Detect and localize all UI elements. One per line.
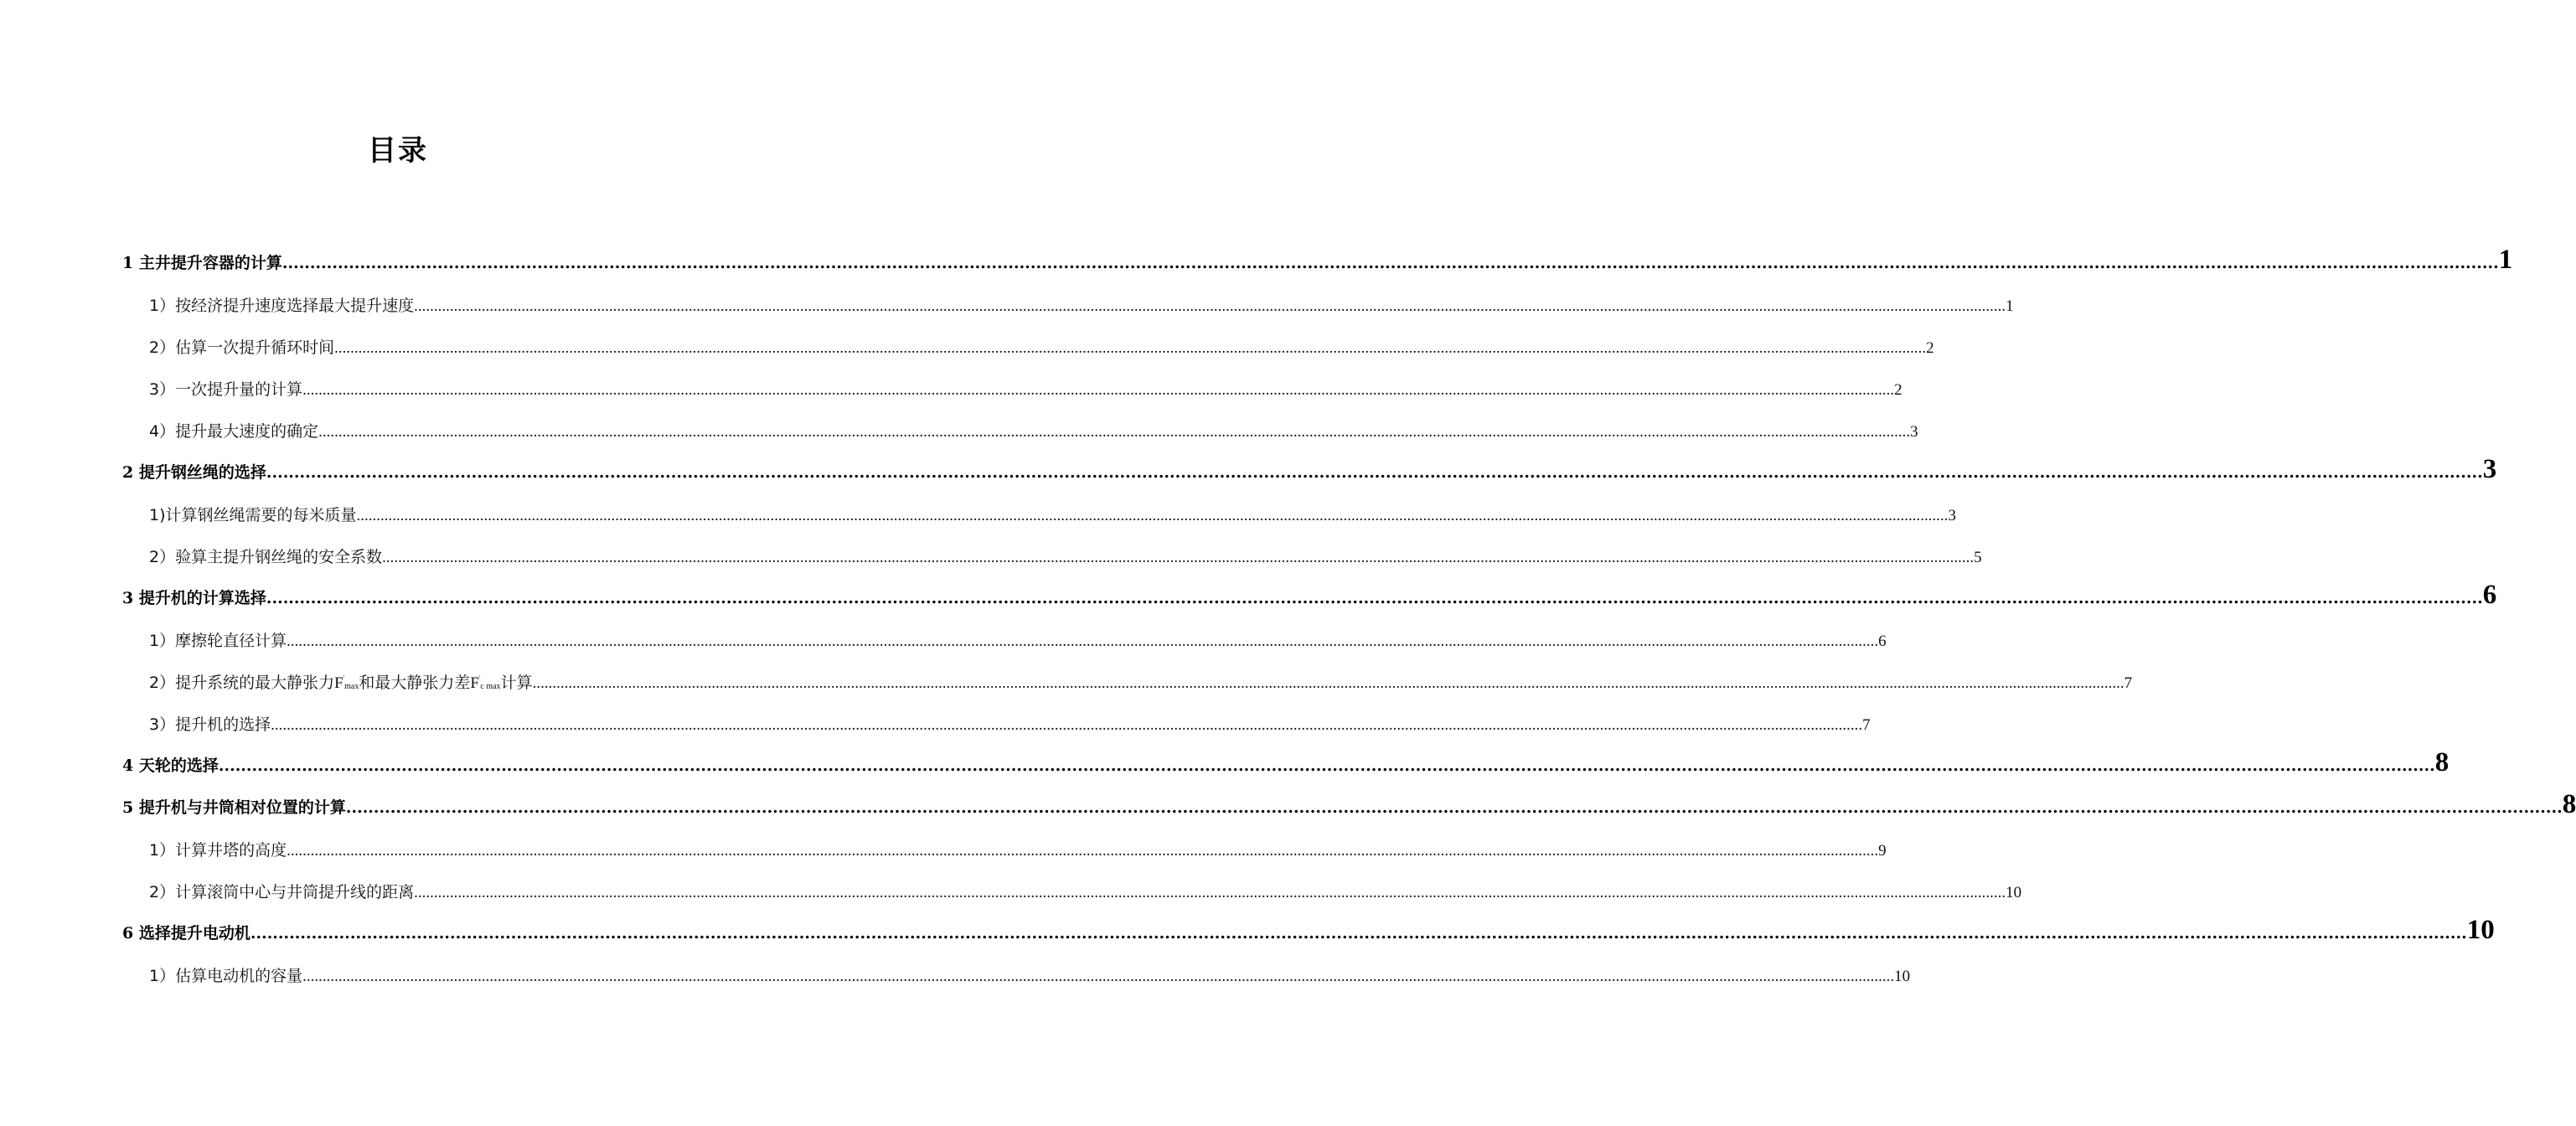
table-of-contents [122,241,2576,995]
dot-leader: ................................................................................................................................................................................................................................................................................................................................................................................................................ [302,381,1895,399]
dot-leader: ................................................................................................................................................................................................................................................................................................................................................................................................................ [318,423,1911,441]
toc-section-entry[interactable] [122,367,1902,409]
toc-page-number: 8 [2434,747,2450,777]
dot-leader: ................................................................................................................................................................................................................................................................................................................................................................................................................ [287,842,1879,860]
toc-page-number: 6 [2482,580,2497,610]
toc-entry-label: 1）估算电动机的容量 [149,967,303,985]
toc-chapter-entry[interactable] [122,744,2450,786]
toc-entry-label: 2 提升钢丝绳的选择 [122,463,266,482]
dot-leader: ................................................................................................................................................................................................................................................................................................................................................................................................................ [287,633,1879,650]
toc-page-number: 7 [2124,674,2133,692]
dot-leader: ................................................................................................................................................................................................................................................................................................................................................................................................................ [414,884,2006,901]
dot-leader: ................................................................................................................................................................................................................................................................................................................................................................................................................ [250,924,2467,943]
toc-section-entry[interactable] [122,618,1887,660]
toc-chapter-entry[interactable] [122,786,2576,828]
toc-page-number: 2 [1926,339,1934,357]
toc-page-number: 2 [1894,381,1902,399]
dot-leader: ................................................................................................................................................................................................................................................................................................................................................................................................................ [266,463,2483,482]
toc-chapter-entry[interactable] [122,451,2497,493]
toc-page-number: 3 [1910,423,1918,441]
dot-leader: ................................................................................................................................................................................................................................................................................................................................................................................................................ [281,254,2499,272]
toc-page-number: 3 [2482,454,2497,484]
toc-entry-label: 2）估算一次提升循环时间 [149,338,335,357]
toc-page-number: 10 [2466,915,2495,945]
toc-entry-label [149,670,533,693]
toc-page-number: 1 [2498,245,2513,275]
toc-entry-label: 1）摩擦轮直径计算 [149,632,287,650]
toc-section-entry[interactable] [122,870,2022,912]
dot-leader: ................................................................................................................................................................................................................................................................................................................................................................................................................ [532,674,2124,692]
toc-chapter-entry[interactable] [122,912,2495,953]
dot-leader: ................................................................................................................................................................................................................................................................................................................................................................................................................ [302,968,1895,985]
toc-page-number: 5 [1974,549,1982,566]
toc-page-number: 6 [1878,633,1887,650]
toc-chapter-entry[interactable] [122,241,2513,283]
toc-page-number: 3 [1948,507,1957,524]
toc-section-entry[interactable] [122,953,1911,995]
page-title: 目录 [368,134,428,168]
toc-entry-label: 6 选择提升电动机 [122,924,250,943]
toc-entry-label-part: 计算 [500,674,533,692]
dot-leader: ................................................................................................................................................................................................................................................................................................................................................................................................................ [356,507,1949,524]
toc-entry-label: 2）计算滚筒中心与井筒提升线的距离 [149,883,415,901]
toc-entry-label-part: 2）提升系统的最大静张力 [149,674,335,692]
dot-leader: ................................................................................................................................................................................................................................................................................................................................................................................................................ [218,757,2435,775]
toc-page-number: 10 [2006,884,2022,901]
toc-entry-label: 1)计算钢丝绳需要的每米质量 [149,506,357,524]
dot-leader: ................................................................................................................................................................................................................................................................................................................................................................................................................ [414,297,2006,315]
toc-section-entry[interactable] [122,409,1918,451]
toc-entry-label: 4）提升最大速度的确定 [149,422,319,441]
toc-section-entry[interactable] [122,828,1887,870]
toc-section-entry[interactable] [122,283,2014,325]
formula-symbol: F'c max [470,674,501,692]
toc-entry-label: 3 提升机的计算选择 [122,589,266,607]
toc-section-entry[interactable] [122,660,2133,702]
dot-leader: ................................................................................................................................................................................................................................................................................................................................................................................................................ [334,339,1927,357]
dot-leader: ................................................................................................................................................................................................................................................................................................................................................................................................................ [345,798,2563,817]
toc-page-number: 8 [2562,789,2576,819]
toc-page-number: 7 [1862,716,1871,734]
toc-chapter-entry[interactable] [122,576,2497,618]
toc-entry-label: 2）验算主提升钢丝绳的安全系数 [149,548,383,566]
dot-leader: ................................................................................................................................................................................................................................................................................................................................................................................................................ [271,716,1863,734]
toc-entry-label: 4 天轮的选择 [122,757,219,775]
toc-entry-label: 3）提升机的选择 [149,715,271,734]
toc-entry-label-part: 和最大静张力差 [359,674,471,692]
toc-page-number: 1 [2006,297,2014,315]
toc-section-entry[interactable] [122,535,1982,576]
toc-entry-label: 1）计算井塔的高度 [149,841,287,860]
toc-section-entry[interactable] [122,702,1871,744]
toc-entry-label: 3）一次提升量的计算 [149,380,303,399]
toc-page-number: 10 [1894,968,1911,985]
toc-entry-label: 1）按经济提升速度选择最大提升速度 [149,297,415,315]
toc-entry-label: 5 提升机与井筒相对位置的计算 [122,798,346,817]
toc-entry-label: 1 主井提升容器的计算 [122,254,282,272]
toc-section-entry[interactable] [122,325,1934,367]
dot-leader: ................................................................................................................................................................................................................................................................................................................................................................................................................ [266,589,2483,607]
toc-page-number: 9 [1878,842,1887,860]
toc-section-entry[interactable] [122,493,1957,535]
formula-symbol: F'max [334,674,359,692]
dot-leader: ................................................................................................................................................................................................................................................................................................................................................................................................................ [382,549,1975,566]
